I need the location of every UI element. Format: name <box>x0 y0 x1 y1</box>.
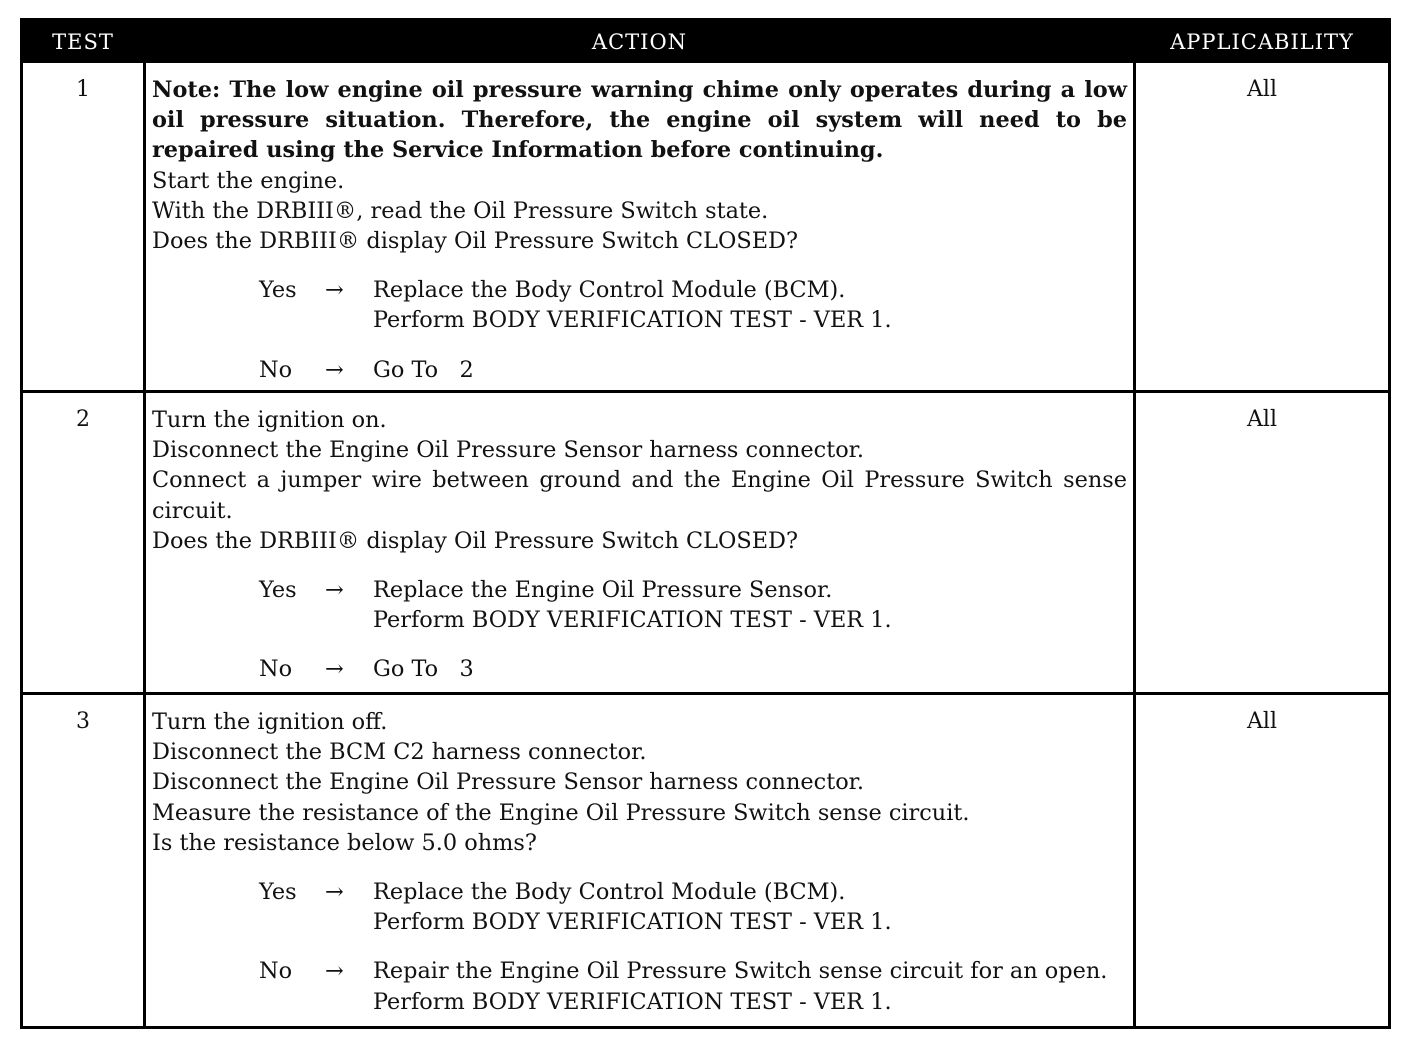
test-number: 3 <box>76 709 90 734</box>
step-text: Does the DRBIII® display Oil Pressure Switch CLOSED? <box>152 527 799 554</box>
header-action: ACTION <box>591 30 688 54</box>
diagnostic-test-table <box>20 18 1391 1029</box>
no-response <box>152 355 1127 385</box>
note-text: Note: The low engine oil pressure warning chime only operates during a low oil pressure situation. Therefore, the engine oil system will need to be repaired using the Service Information before continuing. <box>152 77 1127 164</box>
arrow-icon: → <box>325 656 344 683</box>
no-text: Go To 3 <box>373 656 474 683</box>
header-applicability: APPLICABILITY <box>1170 30 1354 54</box>
table-header <box>23 21 1388 63</box>
yes-text: Perform BODY VERIFICATION TEST - VER 1. <box>373 607 892 634</box>
no-response <box>152 654 1127 684</box>
yes-response <box>152 575 1127 635</box>
table-row <box>23 63 1388 393</box>
applicability-cell: All <box>1247 709 1277 734</box>
step-text: Is the resistance below 5.0 ohms? <box>152 829 537 856</box>
step-text: Disconnect the BCM C2 harness connector. <box>152 739 647 766</box>
arrow-icon: → <box>325 958 344 985</box>
yes-text: Perform BODY VERIFICATION TEST - VER 1. <box>373 307 892 334</box>
no-text: Repair the Engine Oil Pressure Switch sense circuit for an open. <box>373 958 1108 985</box>
yes-text: Replace the Engine Oil Pressure Sensor. <box>373 577 833 604</box>
step-text: Disconnect the Engine Oil Pressure Sensor harness connector. <box>152 437 865 464</box>
yes-label: Yes <box>259 277 297 304</box>
arrow-icon: → <box>325 277 344 304</box>
table-row <box>23 393 1388 695</box>
yes-text: Replace the Body Control Module (BCM). <box>373 879 846 906</box>
yes-text: Replace the Body Control Module (BCM). <box>373 277 846 304</box>
no-response <box>152 956 1127 1016</box>
no-text: Go To 2 <box>373 356 474 383</box>
step-text: Measure the resistance of the Engine Oil Pressure Switch sense circuit. <box>152 799 970 826</box>
no-label: No <box>259 656 293 683</box>
yes-response <box>152 877 1127 937</box>
no-text: Perform BODY VERIFICATION TEST - VER 1. <box>373 988 892 1015</box>
yes-text: Perform BODY VERIFICATION TEST - VER 1. <box>373 909 892 936</box>
table-row <box>23 695 1388 1026</box>
step-text: Turn the ignition on. <box>152 407 387 433</box>
applicability-cell: All <box>1247 407 1277 432</box>
arrow-icon: → <box>325 577 344 604</box>
step-text: Turn the ignition off. <box>152 709 388 735</box>
applicability-cell: All <box>1247 77 1277 102</box>
yes-label: Yes <box>259 879 297 906</box>
yes-response <box>152 275 1127 335</box>
step-text: Does the DRBIII® display Oil Pressure Switch CLOSED? <box>152 228 799 255</box>
arrow-icon: → <box>325 356 344 383</box>
test-number: 2 <box>76 407 90 432</box>
step-text: Disconnect the Engine Oil Pressure Sensor harness connector. <box>152 769 865 796</box>
arrow-icon: → <box>325 879 344 906</box>
action-cell <box>152 707 1127 1017</box>
header-test: TEST <box>52 30 114 54</box>
yes-label: Yes <box>259 577 297 604</box>
step-text: With the DRBIII®, read the Oil Pressure Switch state. <box>152 197 769 224</box>
test-number: 1 <box>76 77 90 102</box>
action-cell <box>152 405 1127 685</box>
no-label: No <box>259 958 293 985</box>
action-cell <box>152 75 1127 385</box>
step-text: Connect a jumper wire between ground and the Engine Oil Pressure Switch sense circuit. <box>152 467 1127 524</box>
step-text: Start the engine. <box>152 167 345 194</box>
no-label: No <box>259 356 293 383</box>
